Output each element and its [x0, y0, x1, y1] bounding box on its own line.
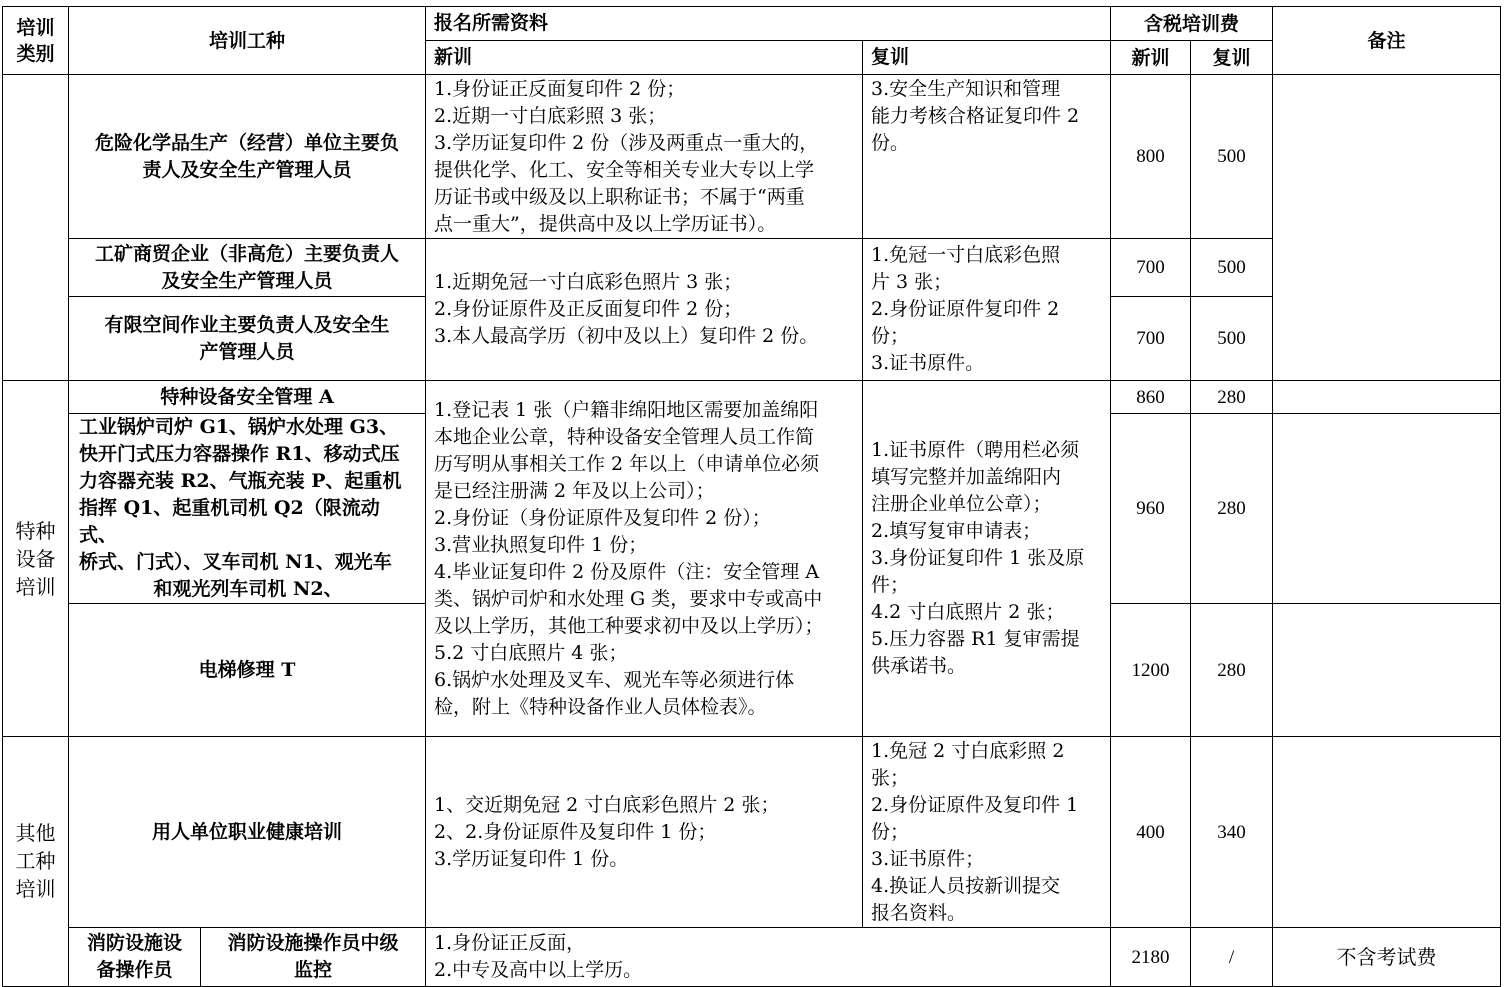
- fee-renew-health: 340: [1191, 737, 1273, 928]
- category-cell-empty: [3, 75, 69, 381]
- header-materials-renew: 复训: [863, 41, 1111, 75]
- training-fee-table: [2, 6, 1501, 987]
- remark-cell-empty: [1273, 414, 1501, 604]
- materials-new-hazchem: 1.身份证正反面复印件 2 份； 2.近期一寸白底彩照 3 张； 3.学历证复印件 2 份（涉及两重点一重大的， 提供化学、化工、安全等相关专业大专以上学 历证书或中级及以上职称证书；不属于“两重 点一重大”，提供高中及以上学历证书）。: [426, 75, 863, 239]
- materials-new-general: 1.近期免冠一寸白底彩色照片 3 张； 2.身份证原件及正反面复印件 2 份； 3.本人最高学历（初中及以上）复印件 2 份。: [426, 239, 863, 381]
- materials-fire: 1.身份证正反面， 2.中专及高中以上学历。: [426, 928, 1111, 987]
- job-fire-monitor: 消防设施操作员中级 监控: [201, 928, 426, 987]
- remark-cell-empty: [1273, 381, 1501, 414]
- header-category: 培训 类别: [3, 7, 69, 75]
- header-fee-new: 新训: [1111, 41, 1191, 75]
- materials-renew-hazchem: 3.安全生产知识和管理 能力考核合格证复印件 2 份。: [863, 75, 1111, 239]
- fee-new-industrial: 700: [1111, 239, 1191, 297]
- table-row: [3, 737, 1501, 928]
- header-fee-renew: 复训: [1191, 41, 1273, 75]
- materials-renew-general: 1.免冠一寸白底彩色照 片 3 张； 2.身份证原件复印件 2 份； 3.证书原件。: [863, 239, 1111, 381]
- header-row-1: [3, 7, 1501, 41]
- header-remark: 备注: [1273, 7, 1501, 75]
- fee-renew-hazchem: 500: [1191, 75, 1273, 239]
- fee-renew-sem-a: 280: [1191, 381, 1273, 414]
- remark-cell-empty: [1273, 75, 1501, 381]
- job-health: 用人单位职业健康培训: [69, 737, 426, 928]
- materials-renew-special: 1.证书原件（聘用栏必须 填写完整并加盖绵阳内 注册企业单位公章）； 2.填写复审申请表； 3.身份证复印件 1 张及原 件； 4.2 寸白底照片 2 张； 5.压力容器 R1 复审需提 供承诺书。: [863, 381, 1111, 737]
- table-row: [3, 75, 1501, 239]
- fee-renew-elevator: 280: [1191, 604, 1273, 737]
- fee-renew-fire: /: [1191, 928, 1273, 987]
- remark-cell-empty: [1273, 737, 1501, 928]
- job-fire-equipment: 消防设施设 备操作员: [69, 928, 201, 987]
- job-sem-a: 特种设备安全管理 A: [69, 381, 426, 414]
- fee-new-confined: 700: [1111, 297, 1191, 381]
- header-materials: 报名所需资料: [426, 7, 1111, 41]
- fee-renew-industrial: 500: [1191, 239, 1273, 297]
- header-materials-new: 新训: [426, 41, 863, 75]
- job-industrial: 工矿商贸企业（非高危）主要负责人 及安全生产管理人员: [69, 239, 426, 297]
- remark-fire: 不含考试费: [1273, 928, 1501, 987]
- fee-new-boiler: 960: [1111, 414, 1191, 604]
- materials-renew-health: 1.免冠 2 寸白底彩照 2 张； 2.身份证原件及复印件 1 份； 3.证书原件； 4.换证人员按新训提交 报名资料。: [863, 737, 1111, 928]
- job-hazchem: 危险化学品生产（经营）单位主要负 责人及安全生产管理人员: [69, 75, 426, 239]
- category-special-equipment: 特种 设备 培训: [3, 381, 69, 737]
- materials-new-special: 1.登记表 1 张（户籍非绵阳地区需要加盖绵阳 本地企业公章，特种设备安全管理人员工作简 历写明从事相关工作 2 年以上（申请单位必须 是已经注册满 2 年及以上公司）； 2.身份证（身份证原件及复印件 2 份）； 3.营业执照复印件 1 份； 4.毕业证复印件 2 份及原件（注：安全管理 A 类、锅炉司炉和水处理 G 类，要求中专或高中 及以上学历，其他工种要求初中及以上学历）； 5.2 寸白底照片 4 张； 6.锅炉水处理及叉车、观光车等必须进行体 检，附上《特种设备作业人员体检表》。: [426, 381, 863, 737]
- header-fee: 含税培训费: [1111, 7, 1273, 41]
- fee-new-fire: 2180: [1111, 928, 1191, 987]
- materials-new-health: 1、交近期免冠 2 寸白底彩色照片 2 张； 2、2.身份证原件及复印件 1 份； 3.学历证复印件 1 份。: [426, 737, 863, 928]
- remark-cell-empty: [1273, 604, 1501, 737]
- table-row: [3, 381, 1501, 414]
- job-elevator: 电梯修理 T: [69, 604, 426, 737]
- fee-new-sem-a: 860: [1111, 381, 1191, 414]
- category-other: 其他 工种 培训: [3, 737, 69, 987]
- job-confined: 有限空间作业主要负责人及安全生 产管理人员: [69, 297, 426, 381]
- fee-new-hazchem: 800: [1111, 75, 1191, 239]
- header-job: 培训工种: [69, 7, 426, 75]
- fee-renew-boiler: 280: [1191, 414, 1273, 604]
- fee-new-elevator: 1200: [1111, 604, 1191, 737]
- fee-new-health: 400: [1111, 737, 1191, 928]
- table-row: [3, 928, 1501, 987]
- job-boiler-crane: 工业锅炉司炉 G1、锅炉水处理 G3、 快开门式压力容器操作 R1、移动式压 力容器充装 R2、气瓶充装 P、起重机 指挥 Q1、起重机司机 Q2（限流动式、 桥式、门式）、叉车司机 N1、观光车 和观光列车司机 N2、: [69, 414, 426, 604]
- fee-renew-confined: 500: [1191, 297, 1273, 381]
